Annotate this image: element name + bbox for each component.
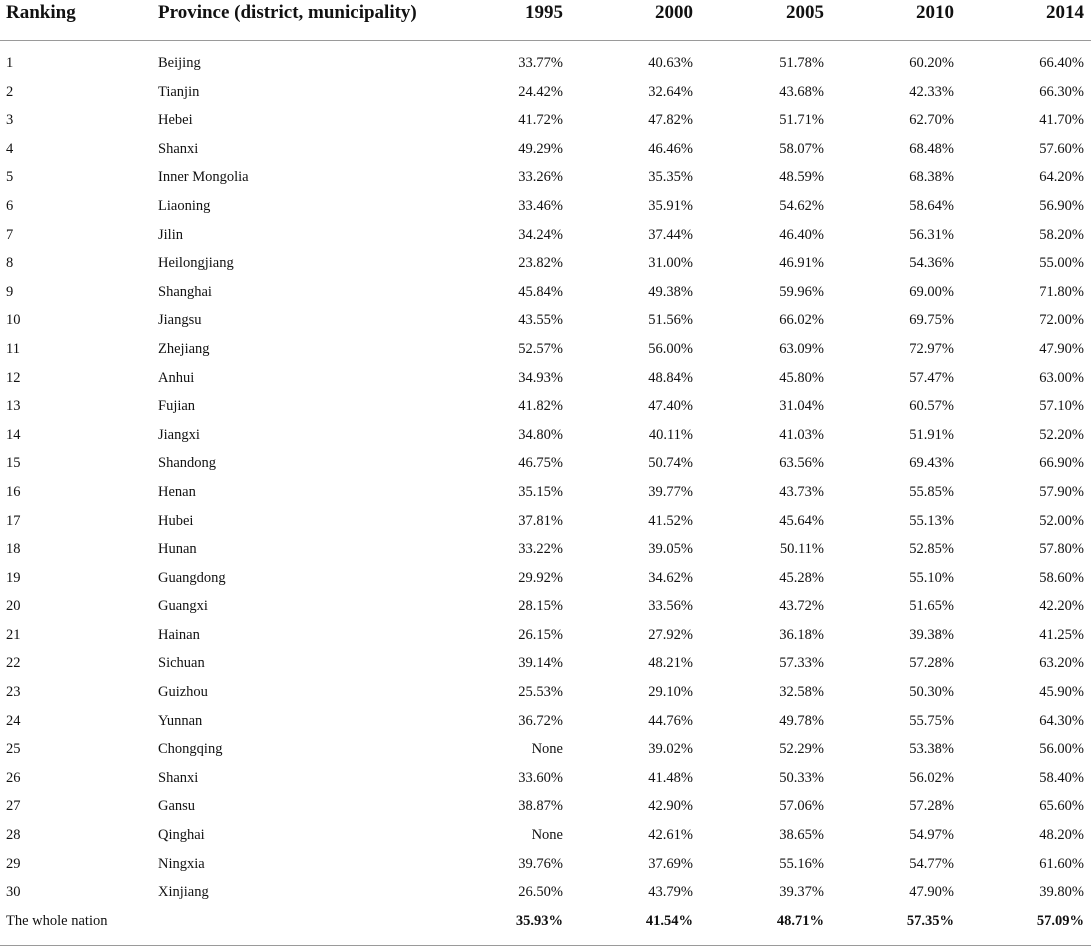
province-cell: Shanxi: [158, 769, 199, 786]
value-2010-cell: 62.70%: [909, 112, 954, 129]
value-2000-cell: 56.00%: [648, 340, 693, 357]
province-cell: Shanghai: [158, 283, 212, 300]
table-row: [0, 50, 1091, 79]
value-1995-cell: 52.57%: [518, 340, 563, 357]
value-2000-cell: 42.61%: [648, 827, 693, 844]
table-row: [0, 307, 1091, 336]
value-2005-total: 48.71%: [776, 912, 824, 929]
value-2014-cell: 63.00%: [1039, 369, 1084, 386]
value-2005-cell: 54.62%: [779, 197, 824, 214]
province-cell: Guangxi: [158, 598, 208, 615]
value-2000-cell: 41.52%: [648, 512, 693, 529]
ranking-cell: 8: [6, 255, 14, 272]
value-2000-total: 41.54%: [645, 912, 693, 929]
province-cell: Ningxia: [158, 855, 205, 872]
value-1995-cell: 41.82%: [518, 398, 563, 415]
province-cell: Xinjiang: [158, 884, 209, 901]
value-2010-cell: 54.36%: [909, 255, 954, 272]
value-2005-cell: 49.78%: [779, 712, 824, 729]
header-2000: 2000: [655, 2, 693, 23]
value-2014-cell: 65.60%: [1039, 798, 1084, 815]
value-2000-cell: 35.91%: [648, 197, 693, 214]
value-2000-cell: 39.05%: [648, 541, 693, 558]
value-1995-cell: 34.93%: [518, 369, 563, 386]
ranking-cell: 6: [6, 197, 14, 214]
value-2005-cell: 43.68%: [779, 83, 824, 100]
value-2000-cell: 49.38%: [648, 283, 693, 300]
value-2010-cell: 51.65%: [909, 598, 954, 615]
value-2010-cell: 60.20%: [909, 55, 954, 71]
header-2010: 2010: [916, 2, 954, 23]
value-2000-cell: 40.63%: [648, 55, 693, 71]
table-row: [0, 479, 1091, 508]
value-2005-cell: 50.33%: [779, 769, 824, 786]
value-1995-cell: 35.15%: [518, 483, 563, 500]
value-2005-cell: 39.37%: [779, 884, 824, 901]
value-1995-cell: 26.15%: [518, 626, 563, 643]
value-1995-cell: None: [531, 741, 563, 758]
province-cell: Qinghai: [158, 827, 205, 844]
value-2010-cell: 54.97%: [909, 827, 954, 844]
province-cell: Sichuan: [158, 655, 205, 672]
province-cell: Henan: [158, 483, 196, 500]
province-cell: Beijing: [158, 55, 201, 71]
value-2010-cell: 55.75%: [909, 712, 954, 729]
province-cell: Yunnan: [158, 712, 203, 729]
value-2005-cell: 43.72%: [779, 598, 824, 615]
value-2014-cell: 61.60%: [1039, 855, 1084, 872]
ranking-cell: 23: [6, 684, 21, 701]
table-row: [0, 422, 1091, 451]
table-row: [0, 279, 1091, 308]
value-2014-cell: 57.60%: [1039, 140, 1084, 157]
value-2014-cell: 64.20%: [1039, 169, 1084, 186]
value-2005-cell: 46.91%: [779, 255, 824, 272]
ranking-cell: 4: [6, 140, 14, 157]
ranking-cell: 11: [6, 340, 20, 357]
ranking-cell: 25: [6, 741, 21, 758]
value-2014-cell: 41.70%: [1039, 112, 1084, 129]
table-row: [0, 622, 1091, 651]
province-cell: Shanxi: [158, 140, 199, 157]
value-2014-cell: 66.30%: [1039, 83, 1084, 100]
value-1995-cell: 34.24%: [518, 226, 563, 243]
ranking-cell: 28: [6, 827, 21, 844]
table-header: [0, 0, 1091, 41]
province-cell: Shandong: [158, 455, 216, 472]
value-2010-cell: 39.38%: [909, 626, 954, 643]
value-2014-cell: 47.90%: [1039, 340, 1084, 357]
province-cell: Jilin: [158, 226, 183, 243]
value-2010-cell: 57.28%: [909, 798, 954, 815]
value-2005-cell: 32.58%: [779, 684, 824, 701]
province-cell: Guangdong: [158, 569, 226, 586]
value-2014-cell: 56.00%: [1039, 741, 1084, 758]
value-2010-cell: 68.48%: [909, 140, 954, 157]
value-2010-cell: 69.00%: [909, 283, 954, 300]
value-2010-cell: 68.38%: [909, 169, 954, 186]
value-2000-cell: 37.69%: [648, 855, 693, 872]
province-cell: Tianjin: [158, 83, 200, 100]
value-2005-cell: 45.80%: [779, 369, 824, 386]
table-row: [0, 851, 1091, 880]
header-1995: 1995: [525, 2, 563, 23]
province-cell: Jiangsu: [158, 312, 202, 329]
value-2000-cell: 43.79%: [648, 884, 693, 901]
value-2010-cell: 55.13%: [909, 512, 954, 529]
value-1995-cell: 24.42%: [518, 83, 563, 100]
table-row: [0, 79, 1091, 108]
value-2005-cell: 31.04%: [779, 398, 824, 415]
value-2005-cell: 63.56%: [779, 455, 824, 472]
province-cell: Fujian: [158, 398, 196, 415]
value-1995-cell: 46.75%: [518, 455, 563, 472]
value-2010-cell: 47.90%: [909, 884, 954, 901]
value-2000-cell: 29.10%: [648, 684, 693, 701]
bottom-divider: [0, 945, 1091, 946]
value-1995-total: 35.93%: [515, 912, 563, 929]
value-2005-cell: 50.11%: [779, 541, 824, 558]
value-2014-cell: 52.00%: [1039, 512, 1084, 529]
value-2000-cell: 39.77%: [648, 483, 693, 500]
table-row: [0, 536, 1091, 565]
value-2010-cell: 55.85%: [909, 483, 954, 500]
value-2005-cell: 52.29%: [779, 741, 824, 758]
value-2014-cell: 58.20%: [1039, 226, 1084, 243]
value-1995-cell: 49.29%: [518, 140, 563, 157]
value-1995-cell: 41.72%: [518, 112, 563, 129]
value-2005-cell: 58.07%: [779, 140, 824, 157]
value-2014-cell: 64.30%: [1039, 712, 1084, 729]
ranking-cell: 9: [6, 283, 14, 300]
value-2000-cell: 42.90%: [648, 798, 693, 815]
table-row: [0, 822, 1091, 851]
value-2000-cell: 47.82%: [648, 112, 693, 129]
table-row: [0, 136, 1091, 165]
ranking-cell: 3: [6, 112, 14, 129]
province-cell: Hubei: [158, 512, 194, 529]
ranking-cell: 1: [6, 55, 14, 71]
value-2000-cell: 33.56%: [648, 598, 693, 615]
value-2000-cell: 27.92%: [648, 626, 693, 643]
value-2010-total: 57.35%: [906, 912, 954, 929]
value-1995-cell: 28.15%: [518, 598, 563, 615]
value-2014-cell: 58.40%: [1039, 769, 1084, 786]
province-cell: Inner Mongolia: [158, 169, 249, 186]
ranking-cell: 24: [6, 712, 21, 729]
table-row: [0, 365, 1091, 394]
province-cell: Guizhou: [158, 684, 208, 701]
value-2010-cell: 72.97%: [909, 340, 954, 357]
table-body: [0, 50, 1091, 936]
value-2005-cell: 48.59%: [779, 169, 824, 186]
ranking-cell: 17: [6, 512, 21, 529]
value-2005-cell: 45.28%: [779, 569, 824, 586]
province-cell: Heilongjiang: [158, 255, 234, 272]
table-row: [0, 679, 1091, 708]
value-2000-cell: 41.48%: [648, 769, 693, 786]
value-1995-cell: 33.60%: [518, 769, 563, 786]
value-2010-cell: 60.57%: [909, 398, 954, 415]
value-2005-cell: 55.16%: [779, 855, 824, 872]
province-cell: Anhui: [158, 369, 195, 386]
value-1995-cell: 36.72%: [518, 712, 563, 729]
value-2014-cell: 57.80%: [1039, 541, 1084, 558]
ranking-cell: 7: [6, 226, 14, 243]
table-row: [0, 164, 1091, 193]
province-cell: Liaoning: [158, 197, 211, 214]
table-row: [0, 336, 1091, 365]
value-2000-cell: 44.76%: [648, 712, 693, 729]
value-2014-cell: 41.25%: [1039, 626, 1084, 643]
table-row: [0, 450, 1091, 479]
value-1995-cell: None: [531, 827, 563, 844]
value-2014-cell: 39.80%: [1039, 884, 1084, 901]
value-2005-cell: 36.18%: [779, 626, 824, 643]
value-2000-cell: 31.00%: [648, 255, 693, 272]
value-1995-cell: 25.53%: [518, 684, 563, 701]
value-1995-cell: 39.14%: [518, 655, 563, 672]
ranking-cell: 15: [6, 455, 21, 472]
table-row: [0, 765, 1091, 794]
value-2014-total: 57.09%: [1036, 912, 1084, 929]
value-2014-cell: 63.20%: [1039, 655, 1084, 672]
table-row: [0, 650, 1091, 679]
value-2010-cell: 58.64%: [909, 197, 954, 214]
province-cell: Chongqing: [158, 741, 223, 758]
value-1995-cell: 37.81%: [518, 512, 563, 529]
table-row: [0, 708, 1091, 737]
total-label: The whole nation: [6, 912, 108, 929]
value-1995-cell: 43.55%: [518, 312, 563, 329]
header-ranking: Ranking: [6, 2, 76, 23]
value-2014-cell: 42.20%: [1039, 598, 1084, 615]
table-row: [0, 250, 1091, 279]
table-row: [0, 508, 1091, 537]
value-2000-cell: 48.84%: [648, 369, 693, 386]
value-2014-cell: 56.90%: [1039, 197, 1084, 214]
value-2010-cell: 69.43%: [909, 455, 954, 472]
ranking-cell: 21: [6, 626, 21, 643]
value-2000-cell: 48.21%: [648, 655, 693, 672]
value-2000-cell: 35.35%: [648, 169, 693, 186]
ranking-cell: 26: [6, 769, 21, 786]
value-2010-cell: 57.28%: [909, 655, 954, 672]
value-1995-cell: 26.50%: [518, 884, 563, 901]
value-2010-cell: 56.02%: [909, 769, 954, 786]
ranking-cell: 22: [6, 655, 21, 672]
value-2000-cell: 37.44%: [648, 226, 693, 243]
value-1995-cell: 23.82%: [518, 255, 563, 272]
value-1995-cell: 33.77%: [518, 55, 563, 71]
value-2005-cell: 45.64%: [779, 512, 824, 529]
value-2010-cell: 51.91%: [909, 426, 954, 443]
value-1995-cell: 33.22%: [518, 541, 563, 558]
province-cell: Hainan: [158, 626, 200, 643]
value-2014-cell: 66.90%: [1039, 455, 1084, 472]
table-row: [0, 222, 1091, 251]
value-2005-cell: 41.03%: [779, 426, 824, 443]
value-2000-cell: 39.02%: [648, 741, 693, 758]
value-1995-cell: 34.80%: [518, 426, 563, 443]
value-2014-cell: 58.60%: [1039, 569, 1084, 586]
value-2010-cell: 54.77%: [909, 855, 954, 872]
value-2005-cell: 57.06%: [779, 798, 824, 815]
ranking-cell: 29: [6, 855, 21, 872]
header-2014: 2014: [1046, 2, 1084, 23]
province-cell: Hunan: [158, 541, 197, 558]
ranking-cell: 14: [6, 426, 21, 443]
province-cell: Jiangxi: [158, 426, 200, 443]
table-row: [0, 879, 1091, 908]
value-1995-cell: 39.76%: [518, 855, 563, 872]
header-2005: 2005: [786, 2, 824, 23]
value-2010-cell: 50.30%: [909, 684, 954, 701]
ranking-cell: 19: [6, 569, 21, 586]
value-2005-cell: 66.02%: [779, 312, 824, 329]
value-2005-cell: 59.96%: [779, 283, 824, 300]
value-2010-cell: 53.38%: [909, 741, 954, 758]
value-2010-cell: 69.75%: [909, 312, 954, 329]
value-1995-cell: 38.87%: [518, 798, 563, 815]
ranking-cell: 2: [6, 83, 14, 100]
table-row: [0, 565, 1091, 594]
table-row: [0, 107, 1091, 136]
value-2014-cell: 71.80%: [1039, 283, 1084, 300]
value-2000-cell: 46.46%: [648, 140, 693, 157]
value-2005-cell: 57.33%: [779, 655, 824, 672]
table-row: [0, 193, 1091, 222]
value-2010-cell: 57.47%: [909, 369, 954, 386]
value-2000-cell: 40.11%: [648, 426, 693, 443]
value-2014-cell: 66.40%: [1039, 55, 1084, 71]
total-row: [0, 908, 1091, 937]
province-cell: Hebei: [158, 112, 193, 129]
value-2000-cell: 51.56%: [648, 312, 693, 329]
value-2005-cell: 38.65%: [779, 827, 824, 844]
value-2014-cell: 52.20%: [1039, 426, 1084, 443]
value-2014-cell: 72.00%: [1039, 312, 1084, 329]
table-row: [0, 793, 1091, 822]
table-row: [0, 593, 1091, 622]
ranking-cell: 20: [6, 598, 21, 615]
ranking-cell: 10: [6, 312, 21, 329]
value-2005-cell: 51.71%: [779, 112, 824, 129]
value-2014-cell: 57.90%: [1039, 483, 1084, 500]
value-2005-cell: 43.73%: [779, 483, 824, 500]
value-1995-cell: 33.46%: [518, 197, 563, 214]
value-2000-cell: 32.64%: [648, 83, 693, 100]
value-2010-cell: 52.85%: [909, 541, 954, 558]
value-2014-cell: 57.10%: [1039, 398, 1084, 415]
value-2005-cell: 63.09%: [779, 340, 824, 357]
value-2014-cell: 48.20%: [1039, 827, 1084, 844]
value-2005-cell: 51.78%: [779, 55, 824, 71]
value-1995-cell: 29.92%: [518, 569, 563, 586]
ranking-cell: 30: [6, 884, 21, 901]
value-2000-cell: 47.40%: [648, 398, 693, 415]
header-province: Province (district, municipality): [158, 2, 417, 23]
value-2014-cell: 45.90%: [1039, 684, 1084, 701]
ranking-cell: 18: [6, 541, 21, 558]
value-1995-cell: 33.26%: [518, 169, 563, 186]
value-2010-cell: 42.33%: [909, 83, 954, 100]
value-2010-cell: 56.31%: [909, 226, 954, 243]
province-cell: Gansu: [158, 798, 196, 815]
value-1995-cell: 45.84%: [518, 283, 563, 300]
value-2010-cell: 55.10%: [909, 569, 954, 586]
value-2005-cell: 46.40%: [779, 226, 824, 243]
table-row: [0, 393, 1091, 422]
ranking-cell: 12: [6, 369, 21, 386]
ranking-cell: 5: [6, 169, 14, 186]
value-2000-cell: 50.74%: [648, 455, 693, 472]
ranking-cell: 13: [6, 398, 21, 415]
table-row: [0, 736, 1091, 765]
value-2000-cell: 34.62%: [648, 569, 693, 586]
province-cell: Zhejiang: [158, 340, 210, 357]
value-2014-cell: 55.00%: [1039, 255, 1084, 272]
ranking-cell: 16: [6, 483, 21, 500]
ranking-cell: 27: [6, 798, 21, 815]
